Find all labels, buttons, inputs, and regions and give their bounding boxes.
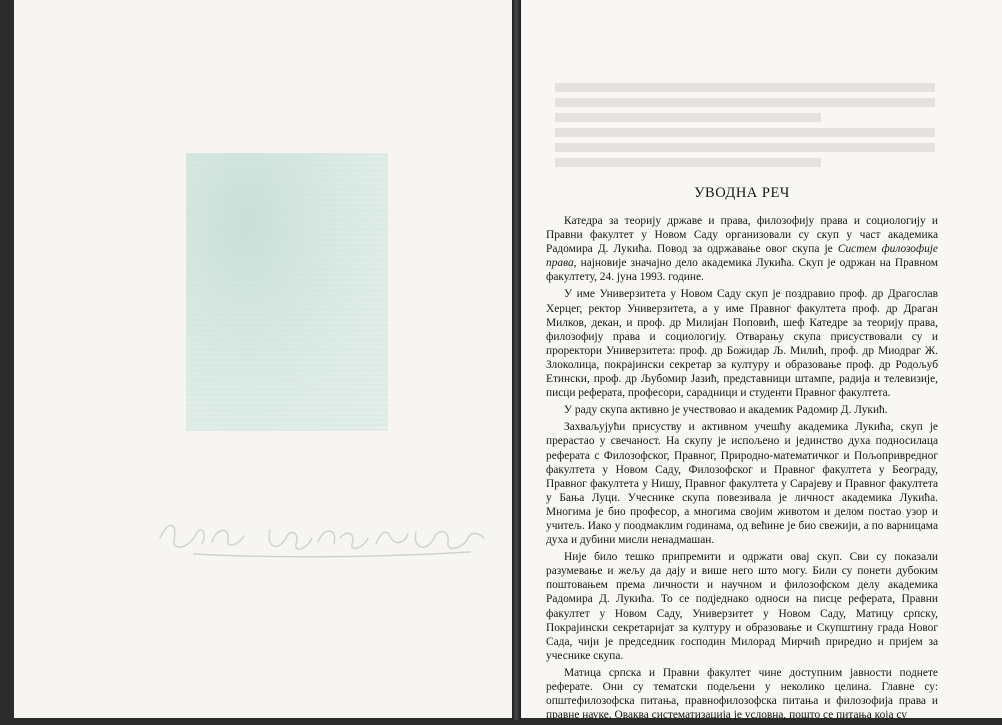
book-title-italic: Систем филозофије права [546, 243, 938, 270]
paragraph-2: У име Универзитета у Новом Саду скуп је поздравио проф. др Драгослав Херцег, ректор Универзитета, а у име Правног факултета проф. др Драган Милков, декан, и проф. др Милијан Поповић, шеф Катедре за теорију права, филозофију права и социологију. Отварању скупа присуствовали су и проректори Универзитета: проф. др Божидар Љ. Милић, проф. др Миодраг Ж. Злоколица, покрајински секретар за културу и образовање проф. др Родољуб Етински, проф. др Љубомир Јазић, представници штампе, радија и телевизије, писци реферата, професори, сарадници и студенти Правног факултета. [546, 288, 938, 400]
preface-text [546, 185, 938, 725]
paragraph-3: У раду скупа активно је учествовао и академик Радомир Д. Лукић. [564, 404, 888, 417]
book-gutter [512, 0, 521, 720]
paragraph-5: Није било тешко припремити и одржати овај скуп. Сви су показали разумевање и жељу да дају и више него што могу. Били су понети дубоким поштовањем према личности и научном и филозофском делу академика Радомира Д. Лукића. То се подједнако односи на писце реферата, Правни факултет у Новом Саду, Универзитет у Новом Саду, Матицу српску, Покрајински секретаријат за културу и образовање и Скупштину града Новог Сада, чији је председник господин Милорад Мирчић приредио и пријем за учеснике скупа. [546, 551, 938, 662]
faded-portrait-plate [186, 153, 388, 431]
paragraph-1-text: Катедра за теорију државе и права, филозофију права и социологију и Правни факултет у Новом Саду организовали су скуп у част академика Радомира Д. Лукића. Повод за одржавање овог скупа је [546, 215, 938, 256]
handwritten-signature [150, 508, 510, 568]
show-through-text [555, 83, 935, 178]
signature-icon [150, 508, 510, 568]
paragraph-6: Матица српска и Правни факултет чине доступним јавности поднете реферате. Они су тематски подељени у неколико целина. Главне су: општефилозофска питања, правнофилозофска питања и филозофија права и правне науке. Оваква систематизација је условна, пошто се питања која су [546, 666, 938, 722]
paragraph-1-text-end: , најновије значајно дело академика Лукића. Скуп је одржан на Правном факултету, 24. јуна 1993. године. [546, 257, 938, 284]
paragraph-1 [546, 214, 938, 284]
left-page [14, 0, 512, 718]
paragraph-4: Захваљујући присуству и активном учешћу академика Лукића, скуп је прерастао у свечаност. На скупу је испољено и јединство духа подносилаца реферата с Филозофског, Правног, Природно-математичког и Пољопривредног факултета у Новом Саду, Филозофског и Правног факултета у Београду, Правног факултета у Нишу, Правног факултета у Сарајеву и Правног факултета у Бања Луци. Учеснике скупа повезивала је личност академика Лукића. Многима је био професор, а многима својим животом и делом постао узор и учитељ. Иако у поодмаклим годинама, од већине је био свежији, а по варницама духа и дубини мисли ненадмашан. [546, 421, 938, 547]
page-title: УВОДНА РЕЧ [694, 185, 790, 201]
